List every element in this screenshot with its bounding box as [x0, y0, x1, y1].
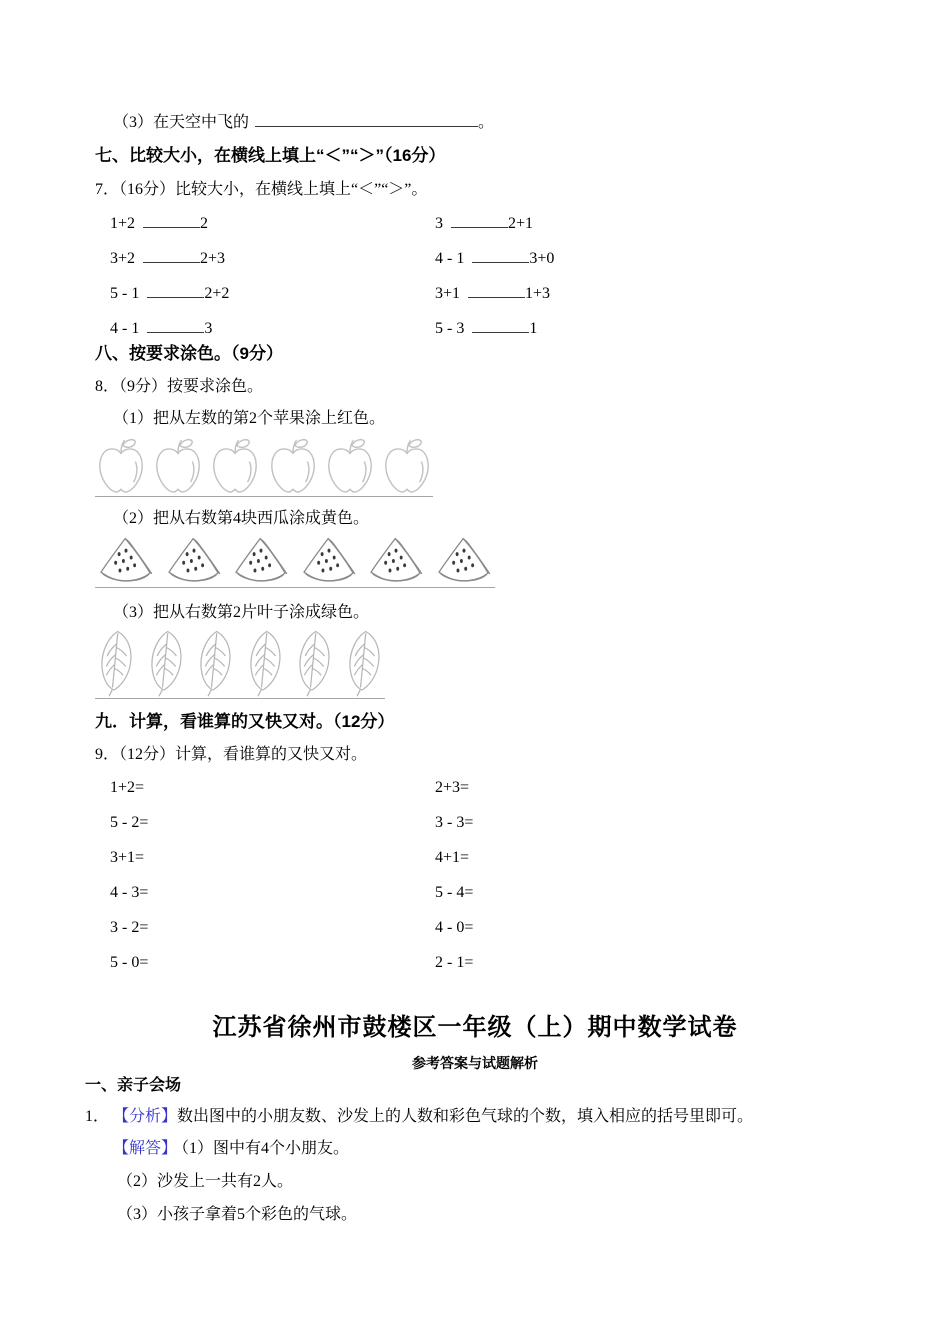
calc-expression: 5 - 0=: [110, 954, 149, 971]
solution-text-3: （3）小孩子拿着5个彩色的气球。: [117, 1206, 358, 1223]
paper-title: 江苏省徐州市鼓楼区一年级（上）期中数学试卷: [212, 1015, 738, 1041]
calc-expression: 5 - 2=: [110, 814, 149, 831]
fill-in-label: （3）在天空中飞的: [113, 114, 250, 131]
question8-text: 8．（9分）按要求涂色。: [95, 378, 264, 395]
comparison-cell: 4 - 1 3+0: [435, 250, 555, 267]
calc-expression: 4+1=: [435, 849, 470, 866]
answer-blank: [143, 213, 200, 228]
question8-sub2: （2）把从右数第4块西瓜涂成黄色。: [113, 510, 370, 527]
comparison-cell: 3+2 2+3: [110, 250, 226, 267]
leaf-icon: [343, 628, 385, 698]
question9-text: 9．（12分）计算，看谁算的又快又对。: [95, 746, 368, 763]
apple-icon: [152, 436, 204, 496]
watermelon-slice-icon: [433, 535, 495, 587]
question7-text: 7．（16分）比较大小，在横线上填上“＜”“＞”。: [95, 181, 428, 198]
analysis-text: 数出图中的小朋友数、沙发上的人数和彩色气球的个数，填入相应的括号里即可。: [177, 1108, 754, 1125]
comparison-cell: 1+2 2: [110, 215, 209, 232]
answer-blank: [468, 283, 525, 298]
apple-icon: [95, 436, 147, 496]
calc-expression: 4 - 0=: [435, 919, 474, 936]
watermelon-slice-icon: [163, 535, 225, 587]
comparison-cell: 5 - 3 1: [435, 320, 538, 337]
leaf-icon: [95, 628, 137, 698]
comparison-cell: 3+1 1+3: [435, 285, 551, 302]
apple-icon: [267, 436, 319, 496]
comparison-cell: 4 - 1 3: [110, 320, 213, 337]
answer-blank: [147, 283, 204, 298]
calc-expression: 3 - 2=: [110, 919, 149, 936]
question8-sub1: （1）把从左数的第2个苹果涂上红色。: [113, 410, 386, 427]
watermelon-slice-icon: [230, 535, 292, 587]
comparison-cell: 3 2+1: [435, 215, 534, 232]
solution-text-1: （1）图中有4个小朋友。: [181, 1140, 350, 1157]
solution-text-2: （2）沙发上一共有2人。: [117, 1173, 294, 1190]
calc-expression: 1+2=: [110, 779, 145, 796]
fill-in-period: 。: [478, 114, 495, 131]
solution-tag: 【解答】: [113, 1140, 178, 1157]
answer-item-analysis-line: [85, 1107, 753, 1127]
apple-icon: [324, 436, 376, 496]
section9-heading: 九．计算，看谁算的又快又对。（12分）: [95, 712, 395, 731]
leaves-row-image: [95, 627, 385, 699]
answer-item-number: 1．: [85, 1108, 110, 1125]
watermelons-row-image: [95, 532, 495, 588]
comparison-cell: 5 - 1 2+2: [110, 285, 230, 302]
calc-expression: 2 - 1=: [435, 954, 474, 971]
answer-blank: [147, 318, 204, 333]
calc-expression: 3 - 3=: [435, 814, 474, 831]
calc-expression: 3+1=: [110, 849, 145, 866]
answer-section-heading: 一、亲子会场: [85, 1077, 182, 1094]
answer-item-solution-line: [113, 1139, 349, 1159]
leaf-icon: [145, 628, 187, 698]
watermelon-slice-icon: [298, 535, 360, 587]
section7-heading: 七、比较大小，在横线上填上“＜”“＞”（16分）: [95, 146, 446, 165]
answer-blank: [143, 248, 200, 263]
apples-row-image: [95, 433, 433, 497]
paper-subtitle: 参考答案与试题解析: [412, 1055, 538, 1071]
apple-icon: [381, 436, 433, 496]
leaf-icon: [293, 628, 335, 698]
watermelon-slice-icon: [95, 535, 157, 587]
analysis-tag: 【分析】: [113, 1108, 178, 1125]
answer-blank: [255, 112, 478, 127]
answer-blank: [451, 213, 508, 228]
calc-expression: 2+3=: [435, 779, 470, 796]
watermelon-slice-icon: [365, 535, 427, 587]
calc-expression: 4 - 3=: [110, 884, 149, 901]
fill-in-line: [113, 112, 494, 133]
answer-blank: [472, 318, 529, 333]
apple-icon: [209, 436, 261, 496]
leaf-icon: [194, 628, 236, 698]
section8-heading: 八、按要求涂色。（9分）: [95, 344, 283, 363]
question8-sub3: （3）把从右数第2片叶子涂成绿色。: [113, 604, 370, 621]
calc-expression: 5 - 4=: [435, 884, 474, 901]
answer-blank: [472, 248, 529, 263]
leaf-icon: [244, 628, 286, 698]
